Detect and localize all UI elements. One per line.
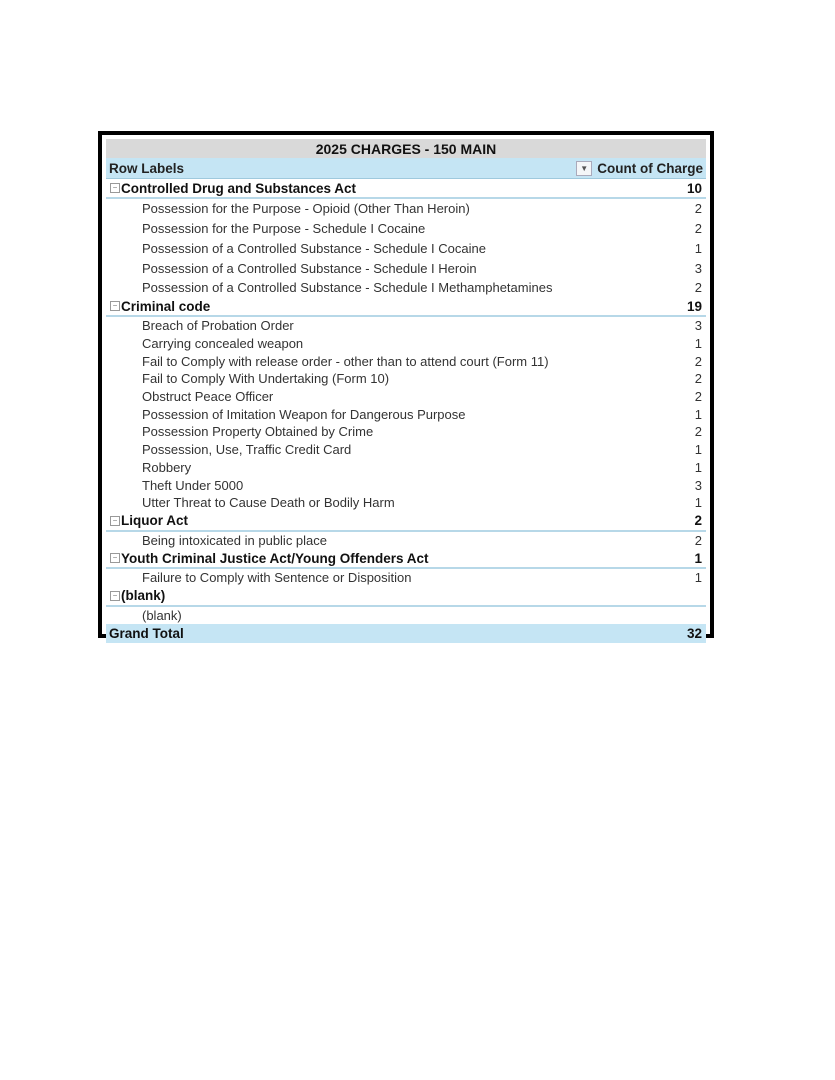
item-count: 2 [694,353,702,369]
item-row [106,278,706,297]
collapse-icon[interactable]: − [110,301,120,311]
item-count: 2 [694,389,702,405]
item-label: (blank) [142,607,182,623]
item-count: 1 [694,241,702,256]
item-count: 3 [694,318,702,334]
collapse-icon[interactable]: − [110,516,120,526]
group-total: 19 [686,298,702,314]
group-row[interactable] [106,549,706,569]
group-label-text: Criminal code [121,298,211,314]
pivot-title: 2025 CHARGES - 150 MAIN [106,139,706,158]
item-row [106,405,706,423]
item-label: Utter Threat to Cause Death or Bodily Harm [142,495,395,511]
pivot-body [106,179,706,624]
row-labels-header: Row Labels [109,160,185,176]
item-row [106,335,706,353]
item-label: Breach of Probation Order [142,318,294,334]
item-count: 2 [694,221,702,236]
group-label [106,513,188,528]
count-of-charge-header: Count of Charge [597,160,703,176]
group-label [106,588,165,603]
item-label: Obstruct Peace Officer [142,389,274,405]
item-count: 3 [694,260,702,276]
group-label-text: Controlled Drug and Substances Act [121,180,357,196]
item-label: Robbery [142,459,192,475]
item-count: 2 [694,280,702,295]
grand-total-row [106,624,706,643]
filter-dropdown-icon[interactable]: ▼ [576,161,592,176]
item-row [106,494,706,512]
item-row [106,476,706,494]
item-label: Possession, Use, Traffic Credit Card [142,442,352,458]
group-label [106,299,210,314]
group-label-text: Liquor Act [121,513,188,529]
item-label: Possession of a Controlled Substance - Schedule I Methamphetamines [142,280,553,295]
item-count: 1 [694,495,702,511]
pivot-header-row [106,158,706,179]
collapse-icon[interactable]: − [110,183,120,193]
item-row [106,441,706,459]
item-label: Possession of a Controlled Substance - Schedule I Cocaine [142,241,486,256]
group-label-text: (blank) [121,588,166,604]
grand-total-value: 32 [686,626,702,642]
item-row [106,352,706,370]
item-row [106,569,706,587]
item-label: Carrying concealed weapon [142,336,304,352]
item-count: 1 [694,336,702,352]
item-label: Theft Under 5000 [142,477,244,493]
item-label: Fail to Comply with release order - other than to attend court (Form 11) [142,353,549,369]
item-label: Being intoxicated in public place [142,532,328,548]
item-row [106,388,706,406]
item-label: Possession of a Controlled Substance - Schedule I Heroin [142,260,477,276]
item-row [106,459,706,477]
group-total: 1 [694,550,702,566]
group-label-text: Youth Criminal Justice Act/Young Offenders Act [121,550,429,566]
item-count: 1 [694,570,702,586]
item-label: Possession for the Purpose - Schedule I Cocaine [142,221,426,236]
group-total: 2 [694,513,702,529]
item-row [106,259,706,279]
item-count: 2 [694,371,702,387]
group-label [106,181,356,196]
item-count: 1 [694,459,702,475]
item-row [106,607,706,625]
pivot-table [98,131,714,642]
group-row[interactable] [106,297,706,317]
item-label: Possession of Imitation Weapon for Dangerous Purpose [142,406,466,422]
item-row [106,370,706,388]
item-count: 2 [694,201,702,217]
item-label: Fail to Comply With Undertaking (Form 10) [142,371,390,387]
group-label [106,551,429,566]
collapse-icon[interactable]: − [110,553,120,563]
item-count: 1 [694,406,702,422]
group-row[interactable] [106,179,706,199]
collapse-icon[interactable]: − [110,591,120,601]
item-count: 3 [694,477,702,493]
group-row[interactable] [106,587,706,607]
item-label: Failure to Comply with Sentence or Disposition [142,570,412,586]
item-row [106,423,706,441]
item-label: Possession Property Obtained by Crime [142,424,374,440]
item-count: 2 [694,532,702,548]
item-row [106,532,706,550]
item-label: Possession for the Purpose - Opioid (Other Than Heroin) [142,201,470,217]
item-row [106,239,706,259]
item-row [106,317,706,335]
group-row[interactable] [106,512,706,532]
grand-total-label: Grand Total [109,626,184,642]
item-count: 1 [694,442,702,458]
item-count: 2 [694,424,702,440]
item-row [106,219,706,239]
group-total: 10 [686,180,702,196]
item-row [106,199,706,219]
